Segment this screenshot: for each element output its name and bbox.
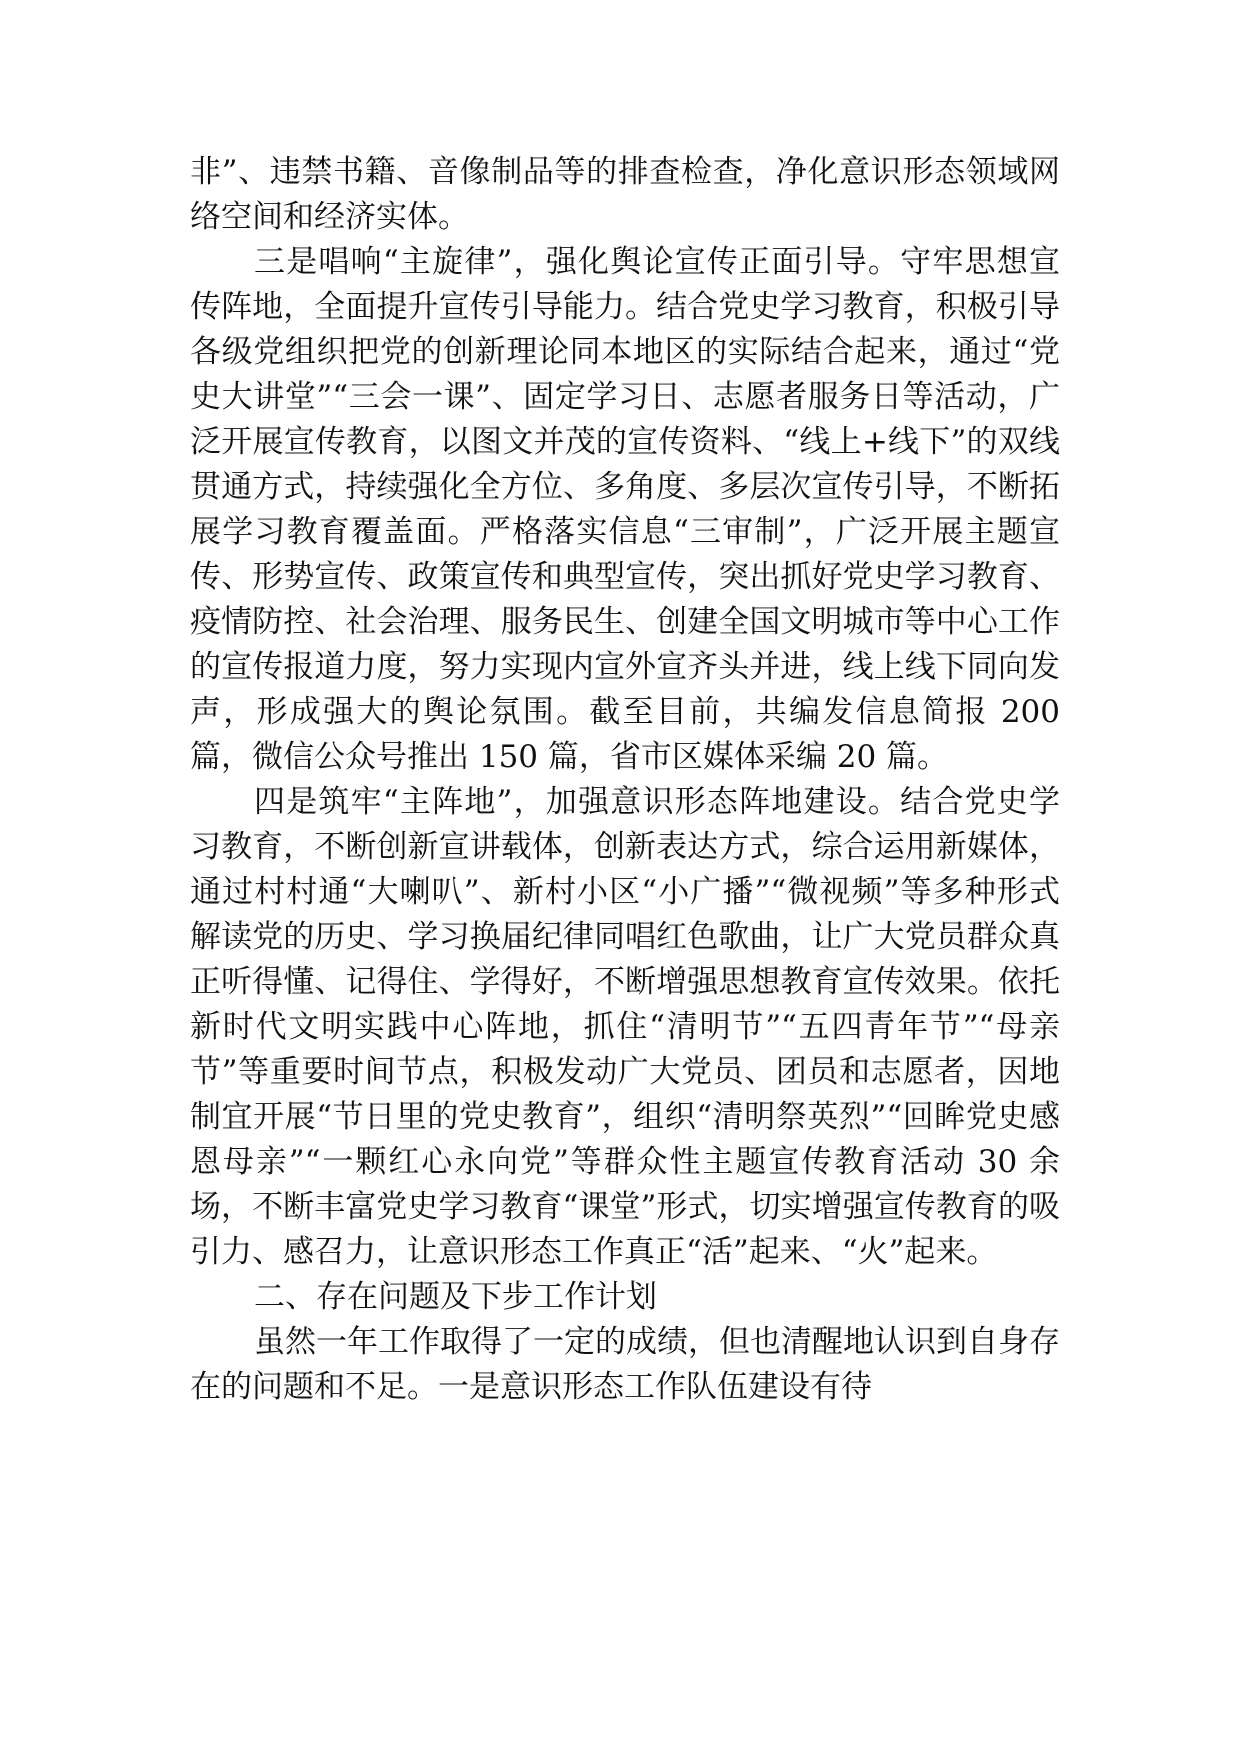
paragraph-main-position: 四是筑牢“主阵地”，加强意识形态阵地建设。结合党史学习教育，不断创新宣讲载体，创新表达方式，综合运用新媒体，通过村村通“大喇叭”、新村小区“小广播”“微视频”等多种形式解读党的历史、学习换届纪律同唱红色歌曲，让广大党员群众真正听得懂、记得住、学得好，不断增强思想教育宣传效果。依托新时代文明实践中心阵地，抓住“清明节”“五四青年节”“母亲节”等重要时间节点，积极发动广大党员、团员和志愿者，因地制宜开展“节日里的党史教育”，组织“清明祭英烈”“回眸党史感恩母亲”“一颗红心永向党”等群众性主题宣传教育活动 30 余场，不断丰富党史学习教育“课堂”形式，切实增强宣传教育的吸引力、感召力，让意识形态工作真正“活”起来、“火”起来。 <box>190 784 1060 1270</box>
paragraph-main-melody: 三是唱响“主旋律”，强化舆论宣传正面引导。守牢思想宣传阵地，全面提升宣传引导能力。结合党史学习教育，积极引导各级党组织把党的创新理论同本地区的实际结合起来，通过“党史大讲堂”“三会一课”、固定学习日、志愿者服务日等活动，广泛开展宣传教育，以图文并茂的宣传资料、“线上+线下”的双线贯通方式，持续强化全方位、多角度、多层次宣传引导，不断拓展学习教育覆盖面。严格落实信息“三审制”，广泛开展主题宣传、形势宣传、政策宣传和典型宣传，突出抓好党史学习教育、疫情防控、社会治理、服务民生、创建全国文明城市等中心工作的宣传报道力度，努力实现内宣外宣齐头并进，线上线下同向发声，形成强大的舆论氛围。截至目前，共编发信息简报 200 篇，微信公众号推出 150 篇，省市区媒体采编 20 篇。 <box>190 244 1060 775</box>
paragraph-continuation: 非”、违禁书籍、音像制品等的排查检查，净化意识形态领域网络空间和经济实体。 <box>190 154 1060 235</box>
section-heading-problems: 二、存在问题及下步工作计划 <box>254 1279 657 1315</box>
document-body <box>190 150 1060 1410</box>
paragraph-problems: 虽然一年工作取得了一定的成绩，但也清醒地认识到自身存在的问题和不足。一是意识形态工作队伍建设有待 <box>190 1324 1060 1405</box>
